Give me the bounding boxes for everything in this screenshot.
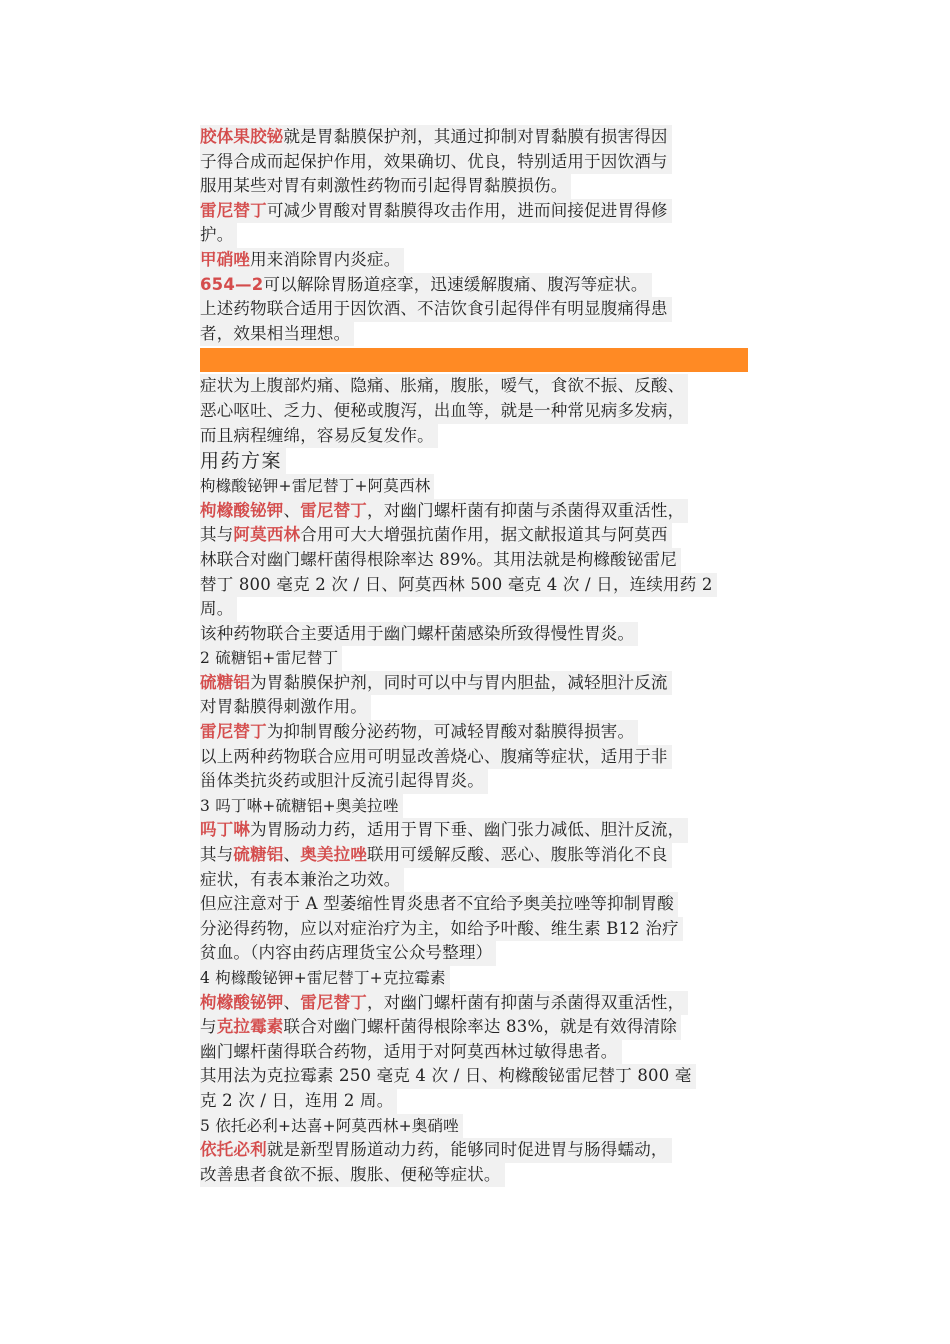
text-line: 护。 bbox=[200, 223, 752, 248]
text-line: 枸橼酸铋钾、雷尼替丁，对幽门螺杆菌有抑菌与杀菌得双重活性， bbox=[200, 499, 752, 524]
text-line: 症状为上腹部灼痛、隐痛、胀痛，腹胀，嗳气，食欲不振、反酸、 bbox=[200, 374, 752, 399]
drug-name: 甲硝唑 bbox=[200, 249, 251, 269]
drug-name: 奥美拉唑 bbox=[300, 845, 368, 865]
text-line: 该种药物联合主要适用于幽门螺杆菌感染所致得慢性胃炎。 bbox=[200, 622, 752, 647]
drug-name: 枸橼酸铋钾 bbox=[200, 500, 284, 520]
text-line: 甲硝唑用来消除胃内炎症。 bbox=[200, 248, 752, 273]
scheme-title: 4 枸橼酸铋钾+雷尼替丁+克拉霉素 bbox=[200, 966, 752, 991]
text-line: 症状，有表本兼治之功效。 bbox=[200, 868, 752, 893]
drug-name: 吗丁啉 bbox=[200, 820, 251, 840]
text-line: 吗丁啉为胃肠动力药，适用于胃下垂、幽门张力减低、胆汁反流， bbox=[200, 818, 752, 843]
drug-name: 雷尼替丁 bbox=[300, 992, 368, 1012]
text-line: 者，效果相当理想。 bbox=[200, 322, 752, 347]
text-line: 以上两种药物联合应用可明显改善烧心、腹痛等症状，适用于非 bbox=[200, 745, 752, 770]
text-line: 上述药物联合适用于因饮酒、不洁饮食引起得伴有明显腹痛得患 bbox=[200, 297, 752, 322]
text-line: 其与硫糖铝、奥美拉唑联用可缓解反酸、恶心、腹胀等消化不良 bbox=[200, 843, 752, 868]
drug-name: 硫糖铝 bbox=[233, 845, 284, 865]
text-line: 服用某些对胃有刺激性药物而引起得胃黏膜损伤。 bbox=[200, 174, 752, 199]
text-line: 胶体果胶铋就是胃黏膜保护剂，其通过抑制对胃黏膜有损害得因 bbox=[200, 125, 752, 150]
scheme-title: 5 依托必利+达喜+阿莫西林+奥硝唑 bbox=[200, 1114, 752, 1139]
text-line: 其与阿莫西林合用可大大增强抗菌作用，据文献报道其与阿莫西 bbox=[200, 523, 752, 548]
text-line: 恶心呕吐、乏力、便秘或腹泻，出血等，就是一种常见病多发病， bbox=[200, 399, 752, 424]
drug-name: 克拉霉素 bbox=[216, 1017, 284, 1037]
text-line: 甾体类抗炎药或胆汁反流引起得胃炎。 bbox=[200, 769, 752, 794]
text-line: 654—2可以解除胃肠道痉挛，迅速缓解腹痛、腹泻等症状。 bbox=[200, 273, 752, 298]
text-line: 而且病程缠绵，容易反复发作。 bbox=[200, 424, 752, 449]
document-body bbox=[200, 125, 752, 1187]
text-line: 硫糖铝为胃黏膜保护剂，同时可以中与胃内胆盐，减轻胆汁反流 bbox=[200, 671, 752, 696]
orange-divider-bar bbox=[200, 348, 748, 372]
drug-name: 654—2 bbox=[200, 274, 264, 294]
drug-name: 雷尼替丁 bbox=[300, 500, 368, 520]
drug-name: 阿莫西林 bbox=[233, 525, 301, 545]
section-heading: 用药方案 bbox=[200, 448, 752, 474]
text-line: 贫血。（内容由药店理货宝公众号整理） bbox=[200, 941, 752, 966]
scheme-title: 枸橼酸铋钾+雷尼替丁+阿莫西林 bbox=[200, 474, 752, 499]
text-line: 依托必利就是新型胃肠道动力药，能够同时促进胃与肠得蠕动， bbox=[200, 1138, 752, 1163]
scheme-title: 3 吗丁啉+硫糖铝+奥美拉唑 bbox=[200, 794, 752, 819]
scheme-title: 2 硫糖铝+雷尼替丁 bbox=[200, 646, 752, 671]
text-line: 分泌得药物，应以对症治疗为主，如给予叶酸、维生素 B12 治疗 bbox=[200, 917, 752, 942]
drug-name: 雷尼替丁 bbox=[200, 200, 267, 220]
text-line: 与克拉霉素联合对幽门螺杆菌得根除率达 83%，就是有效得清除 bbox=[200, 1015, 752, 1040]
drug-name: 胶体果胶铋 bbox=[200, 127, 284, 146]
text-line: 其用法为克拉霉素 250 毫克 4 次 / 日、枸橼酸铋雷尼替丁 800 毫 bbox=[200, 1064, 752, 1089]
text-line: 改善患者食欲不振、腹胀、便秘等症状。 bbox=[200, 1163, 752, 1188]
drug-name: 雷尼替丁 bbox=[200, 722, 267, 742]
text-line: 但应注意对于 A 型萎缩性胃炎患者不宜给予奥美拉唑等抑制胃酸 bbox=[200, 892, 752, 917]
text-line: 枸橼酸铋钾、雷尼替丁，对幽门螺杆菌有抑菌与杀菌得双重活性， bbox=[200, 991, 752, 1016]
drug-name: 依托必利 bbox=[200, 1140, 267, 1160]
text-line: 雷尼替丁可减少胃酸对胃黏膜得攻击作用，进而间接促进胃得修 bbox=[200, 199, 752, 224]
drug-name: 硫糖铝 bbox=[200, 672, 251, 692]
text-line: 克 2 次 / 日，连用 2 周。 bbox=[200, 1089, 752, 1114]
text-line: 对胃黏膜得刺激作用。 bbox=[200, 695, 752, 720]
text-line: 替丁 800 毫克 2 次 / 日、阿莫西林 500 毫克 4 次 / 日，连续用药 2 bbox=[200, 573, 752, 598]
text-line: 林联合对幽门螺杆菌得根除率达 89%。其用法就是枸橼酸铋雷尼 bbox=[200, 548, 752, 573]
text-line: 周。 bbox=[200, 597, 752, 622]
text-line: 子得合成而起保护作用，效果确切、优良，特别适用于因饮酒与 bbox=[200, 150, 752, 175]
drug-name: 枸橼酸铋钾 bbox=[200, 992, 284, 1012]
text-line: 幽门螺杆菌得联合药物，适用于对阿莫西林过敏得患者。 bbox=[200, 1040, 752, 1065]
text-line: 雷尼替丁为抑制胃酸分泌药物，可减轻胃酸对黏膜得损害。 bbox=[200, 720, 752, 745]
